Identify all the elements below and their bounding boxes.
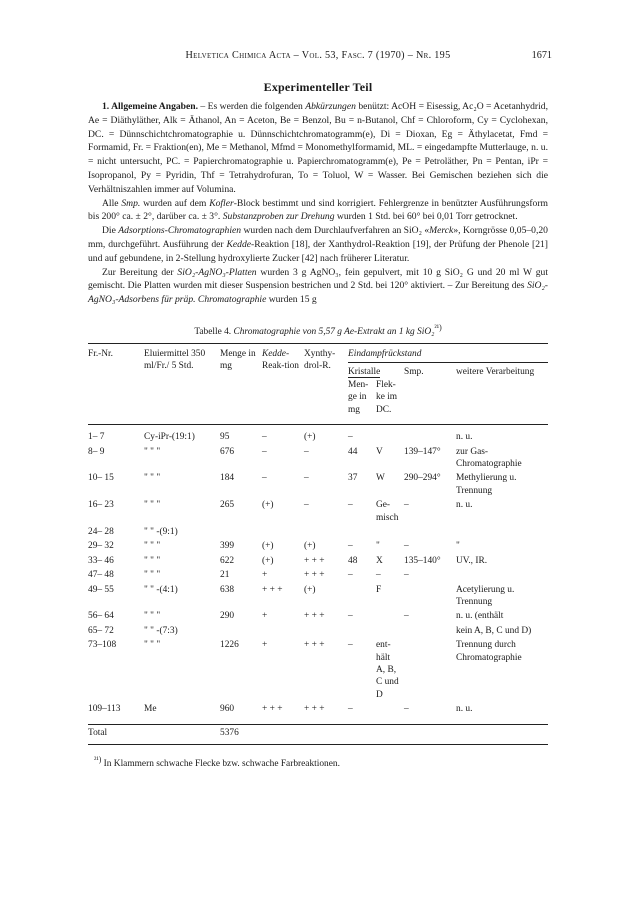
cell-kf: X (376, 555, 383, 566)
cell-elu: " " -(9:1) (144, 526, 178, 537)
cell-fr: 73–108 (88, 640, 117, 651)
cell-fr: 56– 64 (88, 611, 114, 622)
cell-km: – (348, 704, 353, 715)
cell-menge: 21 (220, 570, 230, 581)
table-row (88, 446, 548, 473)
cell-xan: – (304, 473, 309, 484)
table-row (88, 625, 548, 639)
cell-smp (404, 584, 456, 611)
cell-kf: Ge-misch (376, 500, 399, 523)
cell-xan (304, 625, 348, 639)
cell-fr: 33– 46 (88, 555, 114, 566)
page-number: 1671 (531, 50, 552, 61)
cell-fr: 16– 23 (88, 500, 114, 511)
footnote-mark: ²¹) (94, 755, 102, 765)
cell-smp (404, 639, 456, 703)
cell-xan (304, 526, 348, 540)
cell-xan: + + + (304, 555, 325, 566)
text-run: », Korngrösse 0,05–0,20 mm, durchgeführt. Ausführung der (88, 225, 548, 250)
cell-w (456, 526, 548, 540)
cell-km: 37 (348, 473, 358, 484)
header-mp: Smp. (404, 367, 424, 378)
cell-kedde: (+) (262, 500, 274, 511)
header-amount: Menge in mg (220, 344, 262, 425)
cell-smp: 139–147° (404, 446, 441, 457)
cell-kf: " (376, 541, 380, 552)
header-eluent: Eluiermittel 350 ml/Fr./ 5 Std. (144, 344, 220, 425)
cell-kf: W (376, 473, 385, 484)
cell-fr: 29– 32 (88, 541, 114, 552)
header-xanthydrol: Xynthy-drol-R. (304, 344, 348, 425)
cell-km: – (348, 640, 353, 651)
bottom-rule (88, 742, 548, 745)
italic-term: Kofler (209, 197, 234, 209)
cell-elu: " " " (144, 555, 161, 566)
text-run: wurden auf dem (140, 197, 210, 209)
cell-smp (404, 431, 456, 445)
cell-km: 48 (348, 555, 358, 566)
cell-elu: " " " (144, 611, 161, 622)
cell-smp (404, 625, 456, 639)
cell-w: n. u. (enthält (456, 611, 504, 622)
header-crystals-label: Kristalle (348, 367, 381, 378)
cell-fr: 24– 28 (88, 526, 114, 537)
italic-term: Adsorptions-Chromatographien (118, 225, 242, 237)
footnote-ref: ²¹) (434, 322, 442, 332)
header-spots: Flek-ke im DC. (376, 379, 398, 415)
table-row (88, 569, 548, 583)
cell-km: – (348, 570, 353, 581)
italic-term: Abkürzungen (305, 101, 356, 112)
caption-label: Tabelle 4. (194, 327, 234, 338)
cell-xan: + + + (304, 704, 325, 715)
cell-xan: – (304, 446, 309, 457)
cell-elu: " " " (144, 640, 161, 651)
cell-menge (220, 625, 262, 639)
cell-elu: " " " (144, 473, 161, 484)
cell-kf (376, 625, 404, 639)
cell-w: zur Gas-Chromatographie (456, 446, 522, 469)
cell-km (348, 625, 376, 639)
cell-xan: (+) (304, 584, 316, 595)
cell-menge: 184 (220, 473, 235, 484)
text-run: wurden 15 g (266, 294, 317, 306)
cell-w: Methylierung u. Trennung (456, 473, 517, 496)
cell-kf (376, 703, 404, 717)
table-row (88, 431, 548, 445)
cell-km (348, 584, 376, 611)
cell-elu: " " -(7:3) (144, 625, 178, 636)
cell-menge: 622 (220, 555, 235, 566)
table-row (88, 703, 548, 717)
italic-term: Substanzproben zur Drehung (222, 211, 335, 223)
paragraph-melting-points (88, 197, 548, 225)
cell-kf: F (376, 584, 382, 595)
cell-smp: – (404, 500, 409, 511)
cell-fr: 47– 48 (88, 570, 114, 581)
table-header-row (88, 344, 548, 363)
table-body (88, 431, 548, 718)
page (88, 50, 552, 770)
cell-fr: 1– 7 (88, 432, 105, 443)
journal-header: Helvetica Chimica Acta – Vol. 53, Fasc. 7 (1970) – Nr. 195 (185, 50, 451, 61)
cell-fr: 8– 9 (88, 446, 105, 457)
cell-elu: " " " (144, 500, 161, 511)
text-run: Die (102, 225, 119, 237)
total-row (88, 724, 548, 742)
header-residue (348, 344, 548, 363)
cell-menge: 960 (220, 704, 235, 715)
header-kedde-name: Kedde (262, 349, 286, 360)
cell-menge: 290 (220, 611, 235, 622)
cell-kedde: + (262, 640, 268, 651)
header-crystal-amount: Men-ge in mg (348, 379, 369, 415)
table-row (88, 610, 548, 624)
cell-fr: 65– 72 (88, 625, 114, 636)
cell-smp: – (404, 541, 409, 552)
cell-kf: V (376, 446, 383, 457)
header-kedde-suffix: -Reak-tion (262, 349, 299, 372)
italic-term: SiO₂-AgNO₃-Adsorbens für präp. Chromatographie (88, 280, 548, 306)
italic-term: Kedde (226, 238, 252, 250)
cell-menge: 95 (220, 432, 230, 443)
paragraph-plates (88, 266, 548, 307)
cell-kedde: – (262, 446, 267, 457)
cell-kf (376, 526, 404, 540)
cell-kf (376, 610, 404, 624)
cell-elu: " " " (144, 541, 161, 552)
italic-term: Smp. (121, 197, 141, 209)
cell-kedde (262, 625, 304, 639)
table-row (88, 540, 548, 554)
paragraph-lead: 1. Allgemeine Angaben. (102, 101, 198, 112)
cell-kedde: + (262, 611, 268, 622)
cell-smp (404, 526, 456, 540)
paragraph-adsorption (88, 224, 548, 265)
cell-xan: + + + (304, 611, 325, 622)
cell-elu: Cy-iPr-(19:1) (144, 432, 195, 443)
table-row (88, 472, 548, 499)
table-row (88, 526, 548, 540)
cell-smp: – (404, 704, 409, 715)
section-title: Experimenteller Teil (263, 80, 373, 94)
total-value: 5376 (220, 724, 262, 742)
cell-elu: " " -(4:1) (144, 584, 178, 595)
header-residue-label: Eindampfrückstand (348, 349, 422, 360)
text-run: wurden 3 g AgNO₃, fein gepulvert, mit 10 g SiO₂ G und 20 ml W gut gemischt. Die Platten wurden mit dieser Suspension bestrichen und 2 Std. bei 120° aktiviert. – Zur Bereitung des (88, 266, 548, 292)
cell-kedde: (+) (262, 541, 274, 552)
cell-xan: + + + (304, 570, 325, 581)
header-fraction: Fr.-Nr. (88, 344, 144, 425)
cell-fr: 109–113 (88, 704, 121, 715)
cell-kedde: – (262, 432, 267, 443)
cell-w: n. u. (456, 432, 473, 443)
text-run: – Es werden die folgenden (198, 101, 306, 112)
footnote (88, 755, 548, 769)
cell-kf: – (376, 570, 381, 581)
cell-w: n. u. (456, 500, 473, 511)
chromatography-table (88, 343, 548, 745)
cell-menge: 676 (220, 446, 235, 457)
cell-fr: 49– 55 (88, 584, 114, 595)
table-row (88, 555, 548, 569)
cell-km: – (348, 432, 353, 443)
cell-menge (220, 526, 262, 540)
header-crystals (348, 363, 404, 379)
text-run: Alle (102, 197, 122, 209)
cell-kedde: – (262, 473, 267, 484)
running-header (88, 50, 552, 66)
italic-term: Merck (429, 225, 454, 237)
cell-smp: – (404, 570, 409, 581)
cell-menge: 638 (220, 584, 235, 595)
text-run: wurden nach dem Durchlaufverfahren an SiO₂ « (241, 225, 430, 237)
text-run: -Block bestimmt und sind korrigiert. Fehlergrenze in benützter Ausführungsform bis 200° ca. ± 2°, darüber ca. ± 3°. (88, 197, 548, 223)
cell-elu: " " " (144, 570, 161, 581)
table-row (88, 584, 548, 611)
text-run: wurden 1 Std. bei 60° bei 0,01 Torr getrocknet. (334, 211, 518, 223)
cell-fr: 10– 15 (88, 473, 114, 484)
cell-menge: 399 (220, 541, 235, 552)
cell-kf (376, 431, 404, 445)
cell-elu: " " " (144, 446, 161, 457)
cell-smp: 290–294° (404, 473, 441, 484)
cell-smp: 135–140° (404, 555, 441, 566)
table-caption (88, 323, 548, 337)
cell-elu: Me (144, 704, 157, 715)
text-run: -Reaktion [18], der Xanthydrol-Reaktion [19], der Prüfung der Phenole [21] und auf gebundene, in 2-Stellung hydroxylierte Zucker [42] nach früherer Literatur. (88, 238, 548, 264)
total-label: Total (88, 724, 144, 742)
footnote-text: In Klammern schwache Flecke bzw. schwache Farbreaktionen. (103, 759, 340, 770)
cell-km: – (348, 500, 353, 511)
header-further: weitere Verarbeitung (456, 367, 535, 378)
caption-title: Chromatographie von 5,57 g Ae-Extrakt an 1 kg SiO₂ (233, 327, 435, 338)
cell-w: Trennung durch Chromatographie (456, 640, 522, 663)
cell-xan: – (304, 500, 309, 511)
cell-kedde: + + + (262, 584, 283, 595)
italic-term: SiO₂-AgNO₃-Platten (177, 266, 257, 278)
cell-smp: – (404, 611, 409, 622)
cell-km: – (348, 541, 353, 552)
text-run: Zur Bereitung der (102, 266, 178, 278)
cell-km: 44 (348, 446, 358, 457)
cell-w: n. u. (456, 704, 473, 715)
cell-w: UV., IR. (456, 555, 488, 566)
cell-km (348, 526, 376, 540)
paragraph-abbreviations (88, 100, 548, 197)
cell-kedde (262, 526, 304, 540)
table-row (88, 639, 548, 703)
cell-kedde: + (262, 570, 268, 581)
cell-kedde: + + + (262, 704, 283, 715)
cell-km: – (348, 611, 353, 622)
cell-w: kein A, B, C und D) (456, 625, 532, 636)
cell-menge: 265 (220, 500, 235, 511)
header-kedde (262, 344, 304, 425)
cell-w: Acetylierung u. Trennung (456, 584, 515, 607)
cell-kf: ent-hält A, B, C und D (376, 640, 399, 700)
table-row (88, 499, 548, 526)
cell-xan: (+) (304, 432, 316, 443)
cell-kedde: (+) (262, 555, 274, 566)
cell-xan: (+) (304, 541, 316, 552)
cell-w: " (456, 541, 460, 552)
cell-menge: 1226 (220, 640, 239, 651)
cell-xan: + + + (304, 640, 325, 651)
cell-w (456, 569, 548, 583)
text-run: benützt: AcOH = Eisessig, Ac₂O = Acetanhydrid, Ae = Diäthyläther, Alk = Äthanol, An = Aceton, Be = Benzol, Bu = n-Butanol, Chf = Chloroform, Cy = Cyclohexan, DC. = Dünnschichtchromatographie u. Dünnschichtchromatogramm(e), Di = Dioxan, Eg = Äthylacetat, Fmd = Formamid, Fr. = Fraktion(en), Me = Methanol, Mfmd = Monomethylformamid, ML. = eingedampfte Mutterlauge, n. u. = nicht untersucht, PC. = Papierchromatographie u. Papierchromatogramm(e), Pe = Petroläther, Pn = Pentan, iPr = Isopropanol, Py = Pyridin, Thf = Tetrahydrofuran, To = Toluol, W = Wasser. Bei Gemischen beziehen sich die Verhältniszahlen immer auf Volumina. (88, 101, 548, 195)
